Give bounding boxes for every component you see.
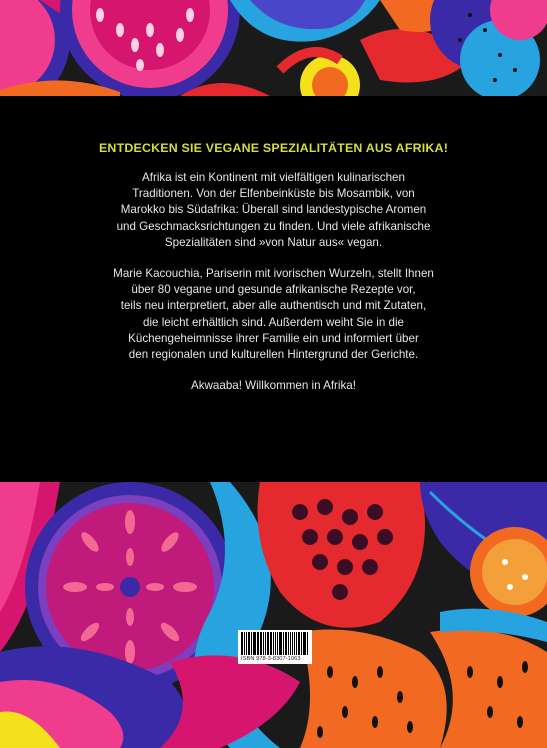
intro-line: Spezialitäten sind »von Natur aus« vegan. [164, 235, 383, 249]
intro-line: Marokko bis Südafrika: Überall sind landestypische Aromen [120, 203, 427, 217]
barcode-bar [267, 632, 269, 655]
barcode-bar [263, 632, 264, 655]
barcode-bar [257, 632, 258, 655]
author-line: den regionalen und kulturellen Hintergrund der Gerichte. [128, 348, 419, 362]
barcode-bar [307, 632, 308, 655]
barcode-bar [285, 632, 287, 655]
greeting: Akwaaba! Willkommen in Afrika! [191, 379, 356, 393]
barcode-bar [260, 632, 262, 655]
barcode-bar [292, 632, 294, 655]
barcode [238, 630, 312, 664]
barcode-bar [283, 632, 284, 655]
barcode-bar [265, 632, 266, 655]
barcode-bar [303, 632, 306, 655]
barcode-bar [273, 632, 274, 655]
barcode-bars [241, 632, 309, 655]
author-line: Marie Kacouchia, Pariserin mit ivorischen Wurzeln, stellt Ihnen [113, 267, 434, 281]
barcode-bar [241, 632, 243, 655]
barcode-bar [275, 632, 276, 655]
barcode-bar [253, 632, 256, 655]
bottom-illustration [0, 482, 547, 748]
author-line: Küchengeheimnisse ihrer Familie ein und informiert über [128, 331, 419, 345]
author-paragraph [40, 266, 507, 363]
barcode-bar [290, 632, 291, 655]
barcode-bar [244, 632, 245, 655]
barcode-bar [270, 632, 272, 655]
headline: ENTDECKEN SIE VEGANE SPEZIALITÄTEN AUS AFRIKA! [98, 141, 449, 155]
top-illustration [0, 0, 547, 96]
author-line: die leicht erhältlich sind. Außerdem weiht Sie in die [143, 315, 404, 329]
barcode-bar [246, 632, 247, 655]
intro-line: und Geschmacksrichtungen zu finden. Und viele afrikanische [116, 219, 431, 233]
barcode-bar [248, 632, 250, 655]
intro-paragraph [40, 170, 507, 251]
barcode-bar [288, 632, 289, 655]
back-cover-text-panel [0, 96, 547, 482]
barcode-bar [296, 632, 297, 655]
intro-line: Traditionen. Von der Elfenbeinküste bis Mosambik, von [132, 187, 415, 201]
barcode-bar [301, 632, 302, 655]
isbn-number: ISBN 978-3-8307-1063 [241, 656, 301, 662]
barcode-bar [294, 632, 295, 655]
author-line: über 80 vegane und gesunde afrikanische Rezepte vor, [131, 283, 416, 297]
barcode-bar [251, 632, 252, 655]
barcode-bar [298, 632, 300, 655]
barcode-bar [277, 632, 278, 655]
barcode-bar [279, 632, 282, 655]
author-line: teils neu interpretiert, aber alle authentisch und mit Zutaten, [120, 299, 427, 313]
intro-line: Afrika ist ein Kontinent mit vielfältigen kulinarischen [142, 171, 405, 184]
barcode-bar [258, 632, 259, 655]
